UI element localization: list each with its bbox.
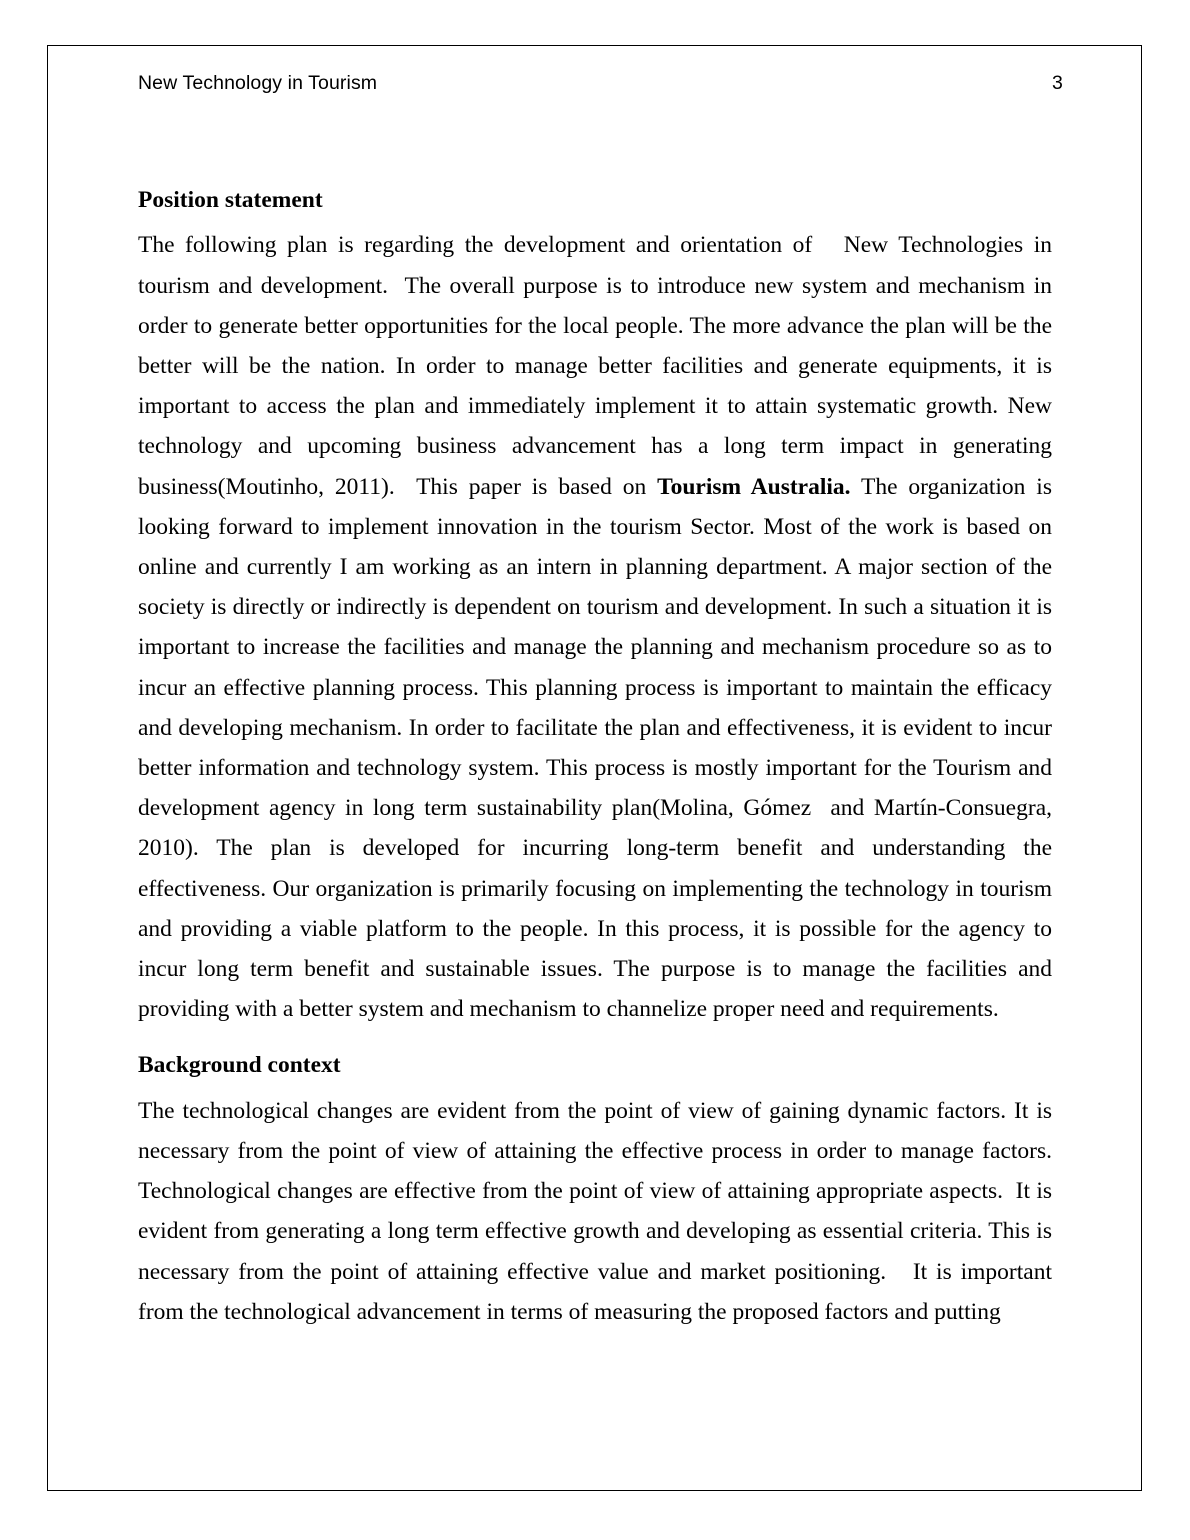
paragraph-background-context: The technological changes are evident from the point of view of gaining dynamic factors. It is necessary from the point of view of attaining the effective process in order to manage factors. Technological changes are effective from the point of view of attaining appropriate aspects. It is evident from generating a long term effective growth and developing as essential criteria. This is necessary from the point of attaining effective value and market positioning. It is important from the technological advancement in terms of measuring the proposed factors and putting	[138, 1097, 1058, 1325]
section-spacer	[138, 1029, 1052, 1051]
paragraph-text-run-2: The organization is looking forward to implement innovation in the tourism Sector. Most of the work is based on online and currently I am working as an intern in planning department. A major section of the society is directly or indirectly is dependent on tourism and development. In such a situation it is important to increase the facilities and manage the planning and mechanism procedure so as to incur an effective planning process. This planning process is important to maintain the efficacy and developing mechanism. In order to facilitate the plan and effectiveness, it is evident to incur better information and technology system. This process is mostly important for the Tourism and development agency in long term sustainability plan(Molina, Gómez and Martín-Consuegra, 2010). The plan is developed for incurring long-term benefit and understanding the effectiveness. Our organization is primarily focusing on implementing the technology in tourism and providing a viable platform to the people. In this process, it is possible for the agency to incur long term benefit and sustainable issues. The purpose is to manage the facilities and providing with a better system and mechanism to channelize proper need and requirements.	[138, 473, 1058, 1023]
header-page-number: 3	[1052, 72, 1063, 94]
paragraph-position-statement	[138, 225, 1058, 1029]
running-header	[138, 72, 1063, 95]
heading-background-context: Background context	[138, 1052, 341, 1079]
header-document-title: New Technology in Tourism	[138, 72, 378, 94]
heading-position-statement: Position statement	[138, 187, 323, 213]
document-body	[138, 186, 1058, 1332]
page-sheet	[47, 45, 1142, 1491]
paragraph-text-run-1: The following plan is regarding the development and orientation of New Technologies in tourism and development. The overall purpose is to introduce new system and mechanism in order to generate better opportunities for the local people. The more advance the plan will be the better will be the nation. In order to manage better facilities and generate equipments, it is important to access the plan and immediately implement it to attain systematic growth. New technology and upcoming business advancement has a long term impact in generating business(Moutinho, 2011). This paper is based on	[138, 232, 1058, 500]
paragraph-bold-run-tourism-australia: Tourism Australia.	[657, 473, 851, 500]
